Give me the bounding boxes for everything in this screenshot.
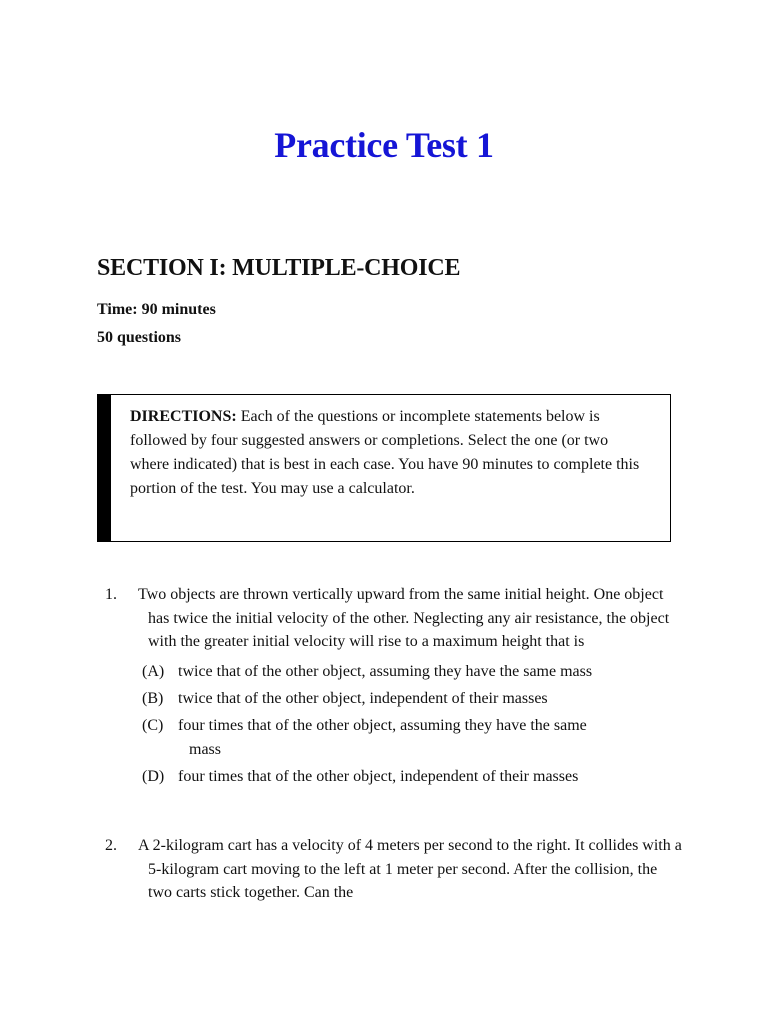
option-text: twice that of the other object, assuming they have the same mass: [178, 662, 593, 680]
question-count: 50 questions: [97, 329, 182, 346]
directions-text: [130, 405, 650, 501]
answer-option-d[interactable]: [142, 765, 685, 789]
option-text: four times that of the other object, independent of their masses: [178, 767, 579, 785]
option-text-continued: mass: [189, 740, 221, 758]
option-letter: (C): [142, 716, 164, 734]
question-stem: [105, 583, 685, 654]
option-letter: (B): [142, 689, 164, 707]
time-limit: Time: 90 minutes: [97, 301, 216, 318]
question-text: Two objects are thrown vertically upward from the same initial height. One object has twice the initial velocity of the other. Neglecting any air resistance, the object with the greater initial velocity will rise to a maximum height that is: [138, 586, 670, 650]
question-stem: [105, 834, 685, 905]
question-2: [105, 834, 685, 905]
option-letter: (D): [142, 767, 165, 785]
question-number: 2.: [105, 837, 117, 854]
directions-body: Each of the questions or incomplete statements below is followed by four suggested answers or completions. Select the one (or two where indicated) that is best in each case. You have 90 minutes to complete this portion of the test. You may use a calculator.: [130, 408, 640, 497]
answer-option-b[interactable]: [142, 687, 685, 711]
answer-options: [105, 660, 685, 789]
section-heading: SECTION I: MULTIPLE-CHOICE: [97, 255, 461, 281]
answer-option-c[interactable]: [142, 714, 685, 762]
directions-label: DIRECTIONS:: [130, 408, 237, 425]
option-text: four times that of the other object, assuming they have the same: [178, 716, 587, 734]
option-letter: (A): [142, 662, 165, 680]
question-1: [105, 583, 685, 792]
question-number: 1.: [105, 586, 117, 603]
directions-box: [97, 394, 671, 542]
page-title: Practice Test 1: [274, 125, 494, 165]
option-text: twice that of the other object, independent of their masses: [178, 689, 548, 707]
question-text: A 2-kilogram cart has a velocity of 4 meters per second to the right. It collides with a 5-kilogram cart moving to the left at 1 meter per second. After the collision, the two carts stick together. Can the: [138, 837, 682, 901]
answer-option-a[interactable]: [142, 660, 685, 684]
